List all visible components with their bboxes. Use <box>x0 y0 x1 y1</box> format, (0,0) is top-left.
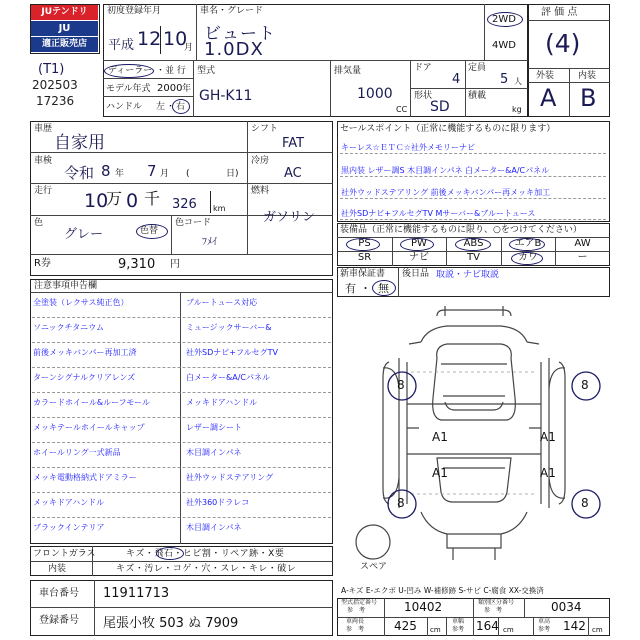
class-value: 0034 <box>551 600 582 614</box>
mark-fr: 8 <box>581 378 589 392</box>
after-value: 取説・ナビ取説 <box>436 270 500 280</box>
color-code: ﾌﾒｲ <box>202 237 217 248</box>
int-label: 内装 <box>578 71 597 81</box>
note-right-3: 社外SDナビ+フルセグTV <box>186 348 278 357</box>
sales-line-4: 社外SDナビ+フルセグTV Mサーバー&ブルートュース <box>341 209 536 218</box>
first-reg-era: 平成 <box>108 38 135 53</box>
drive-4wd: 4WD <box>492 40 516 51</box>
car-diagram <box>337 298 610 582</box>
fuel-label: 燃料 <box>251 186 270 196</box>
spec-label: 型式指定番号 <box>341 599 378 606</box>
notes-label: 注意事項申告欄 <box>34 281 98 291</box>
load-label: 積載 <box>468 91 487 101</box>
sales-line-1: キーレス☆ＥＴＣ☆社外メモリーナビ <box>341 143 475 152</box>
interior-label: 内装 <box>48 564 67 574</box>
notes-row-divider <box>32 392 331 393</box>
front-glass-text: キズ・飛石・ヒビ割・リペア跡・X要 <box>126 549 285 559</box>
ident-number: 17236 <box>36 94 75 108</box>
class-label: 類別区分番号 <box>478 599 515 606</box>
note-right-10: 木目調インパネ <box>186 523 242 532</box>
equip-tv: TV <box>467 252 480 263</box>
height-value: 142 <box>563 619 586 633</box>
color-label: 色 <box>34 218 44 228</box>
length-unit: cm <box>430 626 441 634</box>
notes-row-divider <box>32 467 331 468</box>
after-label: 後日品 <box>402 269 430 279</box>
inspection-day-unit: 日) <box>226 169 239 179</box>
notes-row-divider <box>32 492 331 493</box>
note-right-6: レザー調シート <box>186 423 242 432</box>
model-year-value: 2000 <box>157 83 183 94</box>
equip-leather-circle <box>511 252 543 265</box>
note-left-8: メッキ電動格納式ドアミラー <box>33 473 137 482</box>
height-sub: 参考 <box>538 626 551 633</box>
plate: 尾張小牧 503 ぬ 7909 <box>103 616 239 631</box>
logo-brand: JUテンドリ <box>31 5 98 20</box>
legend: A-キズ E-エクボ U-凹み W-補修跡 S-サビ C-腐食 XX-交換済 <box>341 586 544 595</box>
doors: 4 <box>452 72 461 87</box>
shift: FAT <box>282 136 305 151</box>
warranty-label: 新車保証書 <box>340 269 386 279</box>
notes-row-divider <box>32 342 331 343</box>
first-reg-month-unit: 月 <box>184 43 194 53</box>
warranty-yes: 有 <box>345 282 356 295</box>
note-left-5: カラードホイール&ルーフモール <box>33 398 150 407</box>
ident-code: (T1) <box>38 62 65 77</box>
height-label: 車高 <box>538 618 551 625</box>
equip-ps-circle <box>346 238 380 251</box>
load-unit: kg <box>512 105 522 114</box>
notes-row-divider <box>32 367 331 368</box>
chassis: 11911713 <box>103 586 170 601</box>
mileage-label: 走行 <box>34 186 53 196</box>
equip-aw: AW <box>574 238 591 249</box>
mileage-unit: km <box>213 204 226 213</box>
inspection-era: 令和 <box>64 164 95 182</box>
note-left-7: ホイールリング一式新品 <box>33 448 121 457</box>
sales-line-2: 黒内装 レザー調S 木目調インパネ 白メーター&A/Cパネル <box>341 166 550 175</box>
spec-value: 10402 <box>404 600 443 614</box>
handle-right: 右 <box>176 102 186 112</box>
notes-row-divider <box>32 517 331 518</box>
mileage-man: 10 <box>84 190 109 212</box>
equip-abs: ABS <box>463 238 484 249</box>
width-unit: cm <box>503 626 514 634</box>
width-value: 164 <box>476 619 499 633</box>
displacement-label: 排気量 <box>334 66 362 76</box>
drive-2wd: 2WD <box>492 14 516 25</box>
class-sub: 参 考 <box>484 607 503 614</box>
dealer-sep: ・並 行 <box>156 66 186 76</box>
width-sub: 参考 <box>452 626 465 633</box>
mark-rl: 8 <box>397 496 405 510</box>
color: グレー <box>64 227 104 242</box>
model-name: ビュート <box>204 24 276 44</box>
shape-label: 形状 <box>414 91 433 101</box>
score-label: 評 価 点 <box>541 7 578 18</box>
mileage-man-unit: 万 <box>106 189 123 208</box>
model-grade: 1.0DX <box>204 39 264 60</box>
model-type-label: 型式 <box>197 66 216 76</box>
note-left-3: 前後メッキバンパー再加工済 <box>33 348 137 357</box>
usage: 自家用 <box>54 133 105 153</box>
plate-label: 登録番号 <box>39 615 79 626</box>
note-left-2: ソニックチタニウム <box>33 323 105 332</box>
handle-label: ハンドル <box>106 102 143 112</box>
mark-door-fl: A1 <box>432 430 448 444</box>
model-year-unit: 年 <box>182 84 192 94</box>
equip-abs-circle <box>455 238 491 251</box>
mark-rr: 8 <box>581 496 589 510</box>
mark-door-rl: A1 <box>432 466 448 480</box>
note-right-5: メッキドアハンドル <box>186 398 258 407</box>
mileage-sen: 0 <box>126 190 139 212</box>
mark-door-fr: A1 <box>540 430 556 444</box>
handle-left: 左 <box>156 102 166 112</box>
model-type: GH-K11 <box>199 88 253 104</box>
note-right-4: 白メーター&A/Cパネル <box>186 373 270 382</box>
recycle-unit: 円 <box>170 259 180 270</box>
recycle-label: R券 <box>34 258 51 269</box>
logo-line1: JU <box>31 21 98 36</box>
color-code-label: 色コード <box>175 218 212 228</box>
capacity-unit: 人 <box>514 77 522 86</box>
shape: SD <box>430 99 450 115</box>
sales-label: セールスポイント（正常に機能するものに限ります） <box>340 124 556 134</box>
model-year-label: モデル年式 <box>106 84 151 94</box>
model-name-label: 車名・グレード <box>200 6 264 16</box>
ident-date: 202503 <box>32 78 78 92</box>
score-value: (4) <box>545 29 581 58</box>
interior-text: キズ・汚レ・コゲ・穴・スレ・キレ・破レ <box>116 564 297 574</box>
first-reg-year: 12 <box>137 28 162 50</box>
equip-airbag: エアB <box>514 238 542 249</box>
note-left-10: ブラックインテリア <box>33 523 105 532</box>
length-sub: 参 考 <box>346 626 365 633</box>
note-left-6: メッキテールホイールキャップ <box>33 423 145 432</box>
mileage-rest: 326 <box>172 197 197 212</box>
note-right-8: 社外ウッドステアリング <box>186 473 274 482</box>
mileage-sen-unit: 千 <box>144 189 161 208</box>
chassis-label: 車台番号 <box>39 588 79 599</box>
length-label: 車両長 <box>346 618 365 625</box>
inspection-label: 車検 <box>34 156 53 166</box>
first-reg-month: 10 <box>163 28 188 50</box>
notes-row-divider <box>32 317 331 318</box>
inspection-year: 8 <box>101 162 111 180</box>
note-left-4: ターンシグナルクリアレンズ <box>33 373 136 382</box>
notes-row-divider <box>32 442 331 443</box>
capacity-label: 定員 <box>468 63 487 73</box>
spec-sub: 参 考 <box>347 607 366 614</box>
height-unit: cm <box>592 626 603 634</box>
width-label: 車幅 <box>452 618 465 625</box>
equip-leather: カワ <box>518 252 538 263</box>
mark-door-rr: A1 <box>540 466 556 480</box>
inspection-month: 7 <box>147 162 157 180</box>
equip-ps: PS <box>358 238 371 249</box>
note-right-2: ミュージックサーバー& <box>186 323 272 332</box>
equip-sr: SR <box>357 252 372 263</box>
equip-airbag-circle <box>509 238 545 251</box>
equipment-label: 装備品（正常に機能するものに限り、○をつけてください） <box>340 225 582 235</box>
ext-grade: A <box>540 84 557 112</box>
chip-circle <box>156 547 184 560</box>
capacity: 5 <box>500 72 509 87</box>
ac-label: 冷房 <box>251 156 270 166</box>
first-reg-label: 初度登録年月 <box>107 6 162 16</box>
inspection-month-unit: 月 <box>160 169 170 179</box>
logo-line2: 適正販売店 <box>31 37 98 52</box>
note-left-9: メッキドアハンドル <box>33 498 105 507</box>
handle-sep: ・ <box>166 102 176 112</box>
length-value: 425 <box>394 619 417 633</box>
warranty-sep: ・ <box>360 282 371 295</box>
inspection-year-unit: 年 <box>115 169 125 179</box>
note-right-1: ブルートュース対応 <box>186 298 258 307</box>
doors-label: ドア <box>414 63 432 73</box>
equip-dash: ー <box>577 252 588 263</box>
front-glass-label: フロントガラス <box>33 549 96 559</box>
displacement-unit: CC <box>396 105 408 114</box>
equip-navi: ナビ <box>409 252 429 263</box>
equip-pw: PW <box>411 238 427 249</box>
mark-fl: 8 <box>397 378 405 392</box>
ac: AC <box>284 166 302 181</box>
int-grade: B <box>580 84 597 112</box>
ext-label: 外装 <box>536 71 555 81</box>
shift-label: シフト <box>251 124 279 134</box>
note-left-1: 全塗装（レクサス純正色） <box>33 298 129 307</box>
note-right-9: 社外360ドラレコ <box>186 498 250 507</box>
color-same: 色替 <box>140 226 159 236</box>
recycle: 9,310 <box>118 257 156 272</box>
inspection-paren: ( <box>186 169 190 179</box>
spare-tire <box>356 525 390 559</box>
fuel: ガソリン <box>263 210 316 225</box>
displacement: 1000 <box>357 86 393 102</box>
spare-label: スペア <box>360 562 388 572</box>
dealer-label: ディーラー <box>108 66 153 76</box>
sales-line-3: 社外ウッドステアリング 前後メッキバンパー再メッキ加工 <box>341 188 551 197</box>
notes-row-divider <box>32 417 331 418</box>
equip-pw-circle <box>400 238 434 251</box>
logo <box>30 4 100 54</box>
note-right-7: 木目調インパネ <box>186 448 242 457</box>
warranty-no: 無 <box>378 282 389 295</box>
usage-label: 車歴 <box>34 124 53 134</box>
